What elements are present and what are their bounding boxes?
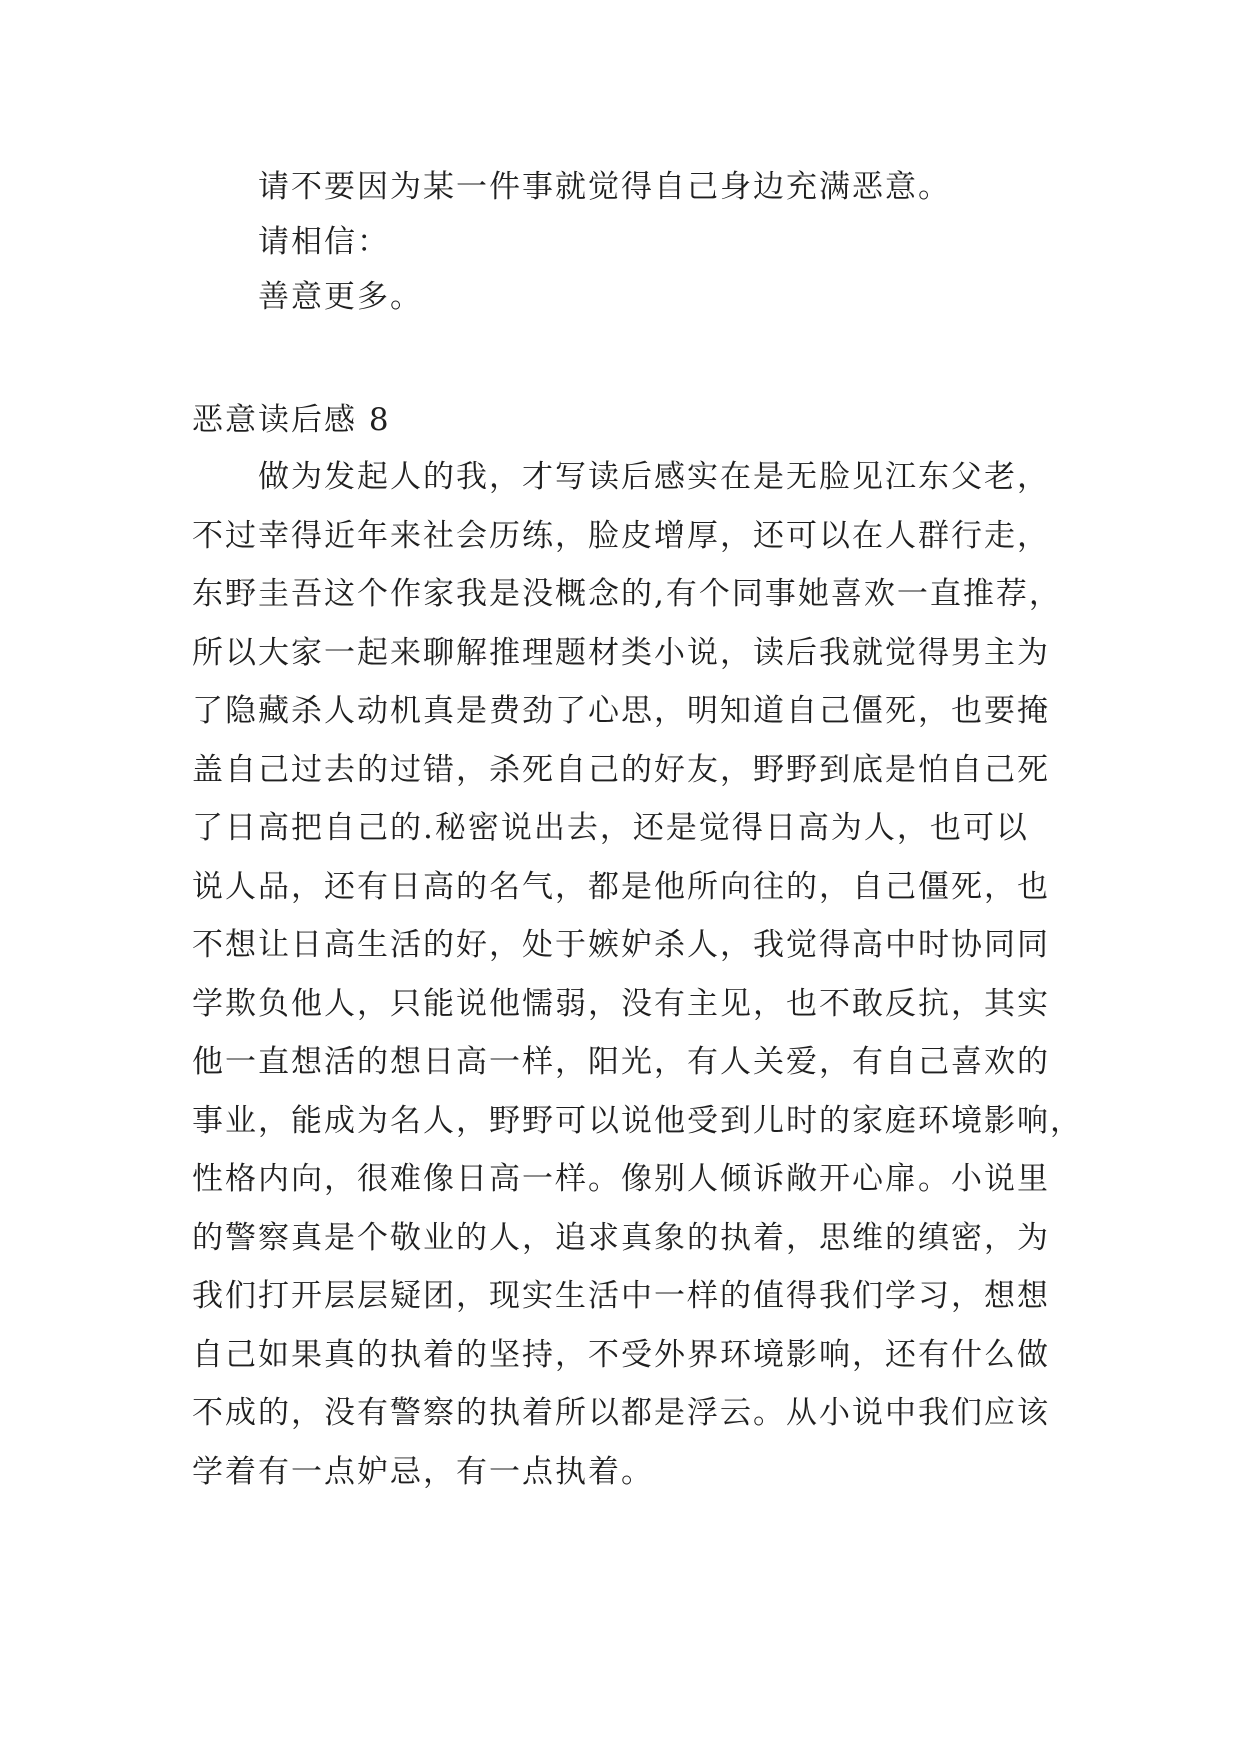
intro-line: 请不要因为某一件事就觉得自己身边充满恶意。: [258, 169, 951, 205]
body-line: 自己如果真的执着的坚持，不受外界环境影响，还有什么做: [192, 1336, 1050, 1373]
body-line: 盖自己过去的过错，杀死自己的好友，野野到底是怕自己死: [192, 751, 1050, 788]
section-body: [192, 448, 1083, 1501]
body-line: 不过幸得近年来社会历练，脸皮增厚，还可以在人群行走，: [192, 517, 1050, 554]
body-line: 了日高把自己的.秘密说出去，还是觉得日高为人，也可以: [192, 810, 1029, 846]
body-line: 不成的，没有警察的执着所以都是浮云。从小说中我们应该: [192, 1395, 1050, 1431]
body-line: 我们打开层层疑团，现实生活中一样的值得我们学习，想想: [192, 1278, 1050, 1314]
body-line: 所以大家一起来聊解推理题材类小说，读后我就觉得男主为: [192, 634, 1050, 671]
body-line: 做为发起人的我，才写读后感实在是无脸见江东父老，: [258, 459, 1050, 495]
body-line: 不想让日高生活的好，处于嫉妒杀人，我觉得高中时协同同: [192, 927, 1050, 963]
section-heading: 恶意读后感 8: [192, 402, 391, 438]
body-line: 事业，能成为名人，野野可以说他受到儿时的家庭环境影响，: [192, 1102, 1083, 1139]
body-line: 性格内向，很难像日高一样。像别人倾诉敞开心扉。小说里: [192, 1161, 1050, 1197]
body-line: 东野圭吾这个作家我是没概念的,有个同事她喜欢一直推荐，: [192, 576, 1062, 612]
body-line: 他一直想活的想日高一样，阳光，有人关爱，有自己喜欢的: [192, 1044, 1050, 1080]
intro-line: 请相信：: [258, 224, 390, 260]
body-line: 学欺负他人，只能说他懦弱，没有主见，也不敢反抗，其实: [192, 985, 1050, 1022]
intro-line: 善意更多。: [258, 279, 423, 315]
intro-paragraphs: [258, 160, 951, 325]
body-line: 的警察真是个敬业的人，追求真象的执着，思维的缜密，为: [192, 1219, 1050, 1256]
body-line: 说人品，还有日高的名气，都是他所向往的，自己僵死，也: [192, 868, 1050, 905]
body-line: 学着有一点妒忌，有一点执着。: [192, 1453, 654, 1490]
body-line: 了隐藏杀人动机真是费劲了心思，明知道自己僵死，也要掩: [192, 693, 1050, 729]
